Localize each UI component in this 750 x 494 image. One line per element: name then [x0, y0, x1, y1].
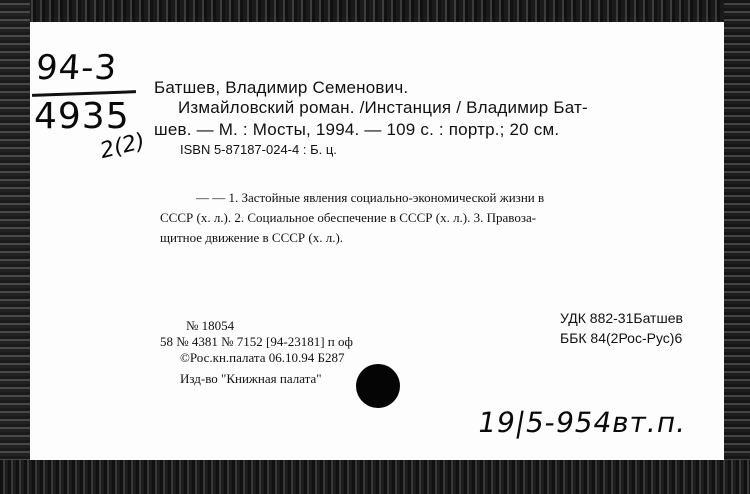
publisher-line: Изд-во "Книжная палата" [180, 371, 322, 386]
scan-border-bottom [0, 460, 750, 494]
udk-code: УДК 882-31Батшев [560, 310, 683, 326]
handwritten-shelf-mark: 94-3 [34, 48, 119, 88]
card-number: № 18054 [186, 318, 235, 333]
title-line-2: шев. — М. : Мосты, 1994. — 109 с. : портр.; 20 см. [154, 120, 560, 139]
isbn-line: ISBN 5-87187-024-4 : Б. ц. [180, 142, 337, 157]
author-heading: Батшев, Владимир Семенович. [154, 78, 409, 97]
bbk-code: ББК 84(2Рос-Рус)6 [560, 330, 683, 346]
handwritten-copy-note: 2(2) [97, 128, 148, 165]
book-chamber-line: ©Рос.кн.палата 06.10.94 Б287 [180, 350, 345, 365]
punch-hole [356, 364, 400, 408]
scan-border-top [0, 0, 750, 22]
handwritten-author-mark: 4935 [34, 96, 130, 137]
scan-border-left [0, 0, 30, 494]
order-line: 58 № 4381 № 7152 [94-23181] п оф [160, 334, 353, 349]
handwritten-inventory-number: 19|5-954вт.п. [475, 406, 690, 439]
catalog-card [30, 22, 724, 460]
subjects-line-1: — — 1. Застойные явления социально-экономической жизни в [196, 190, 545, 205]
subjects-line-2: СССР (х. л.). 2. Социальное обеспечение в СССР (х. л.). 3. Правоза- [160, 210, 537, 225]
subjects-line-3: щитное движение в СССР (х. л.). [160, 230, 344, 245]
title-line-1: Измайловский роман. /Инстанция / Владимир Бат- [178, 98, 588, 117]
scan-border-right [724, 0, 750, 494]
